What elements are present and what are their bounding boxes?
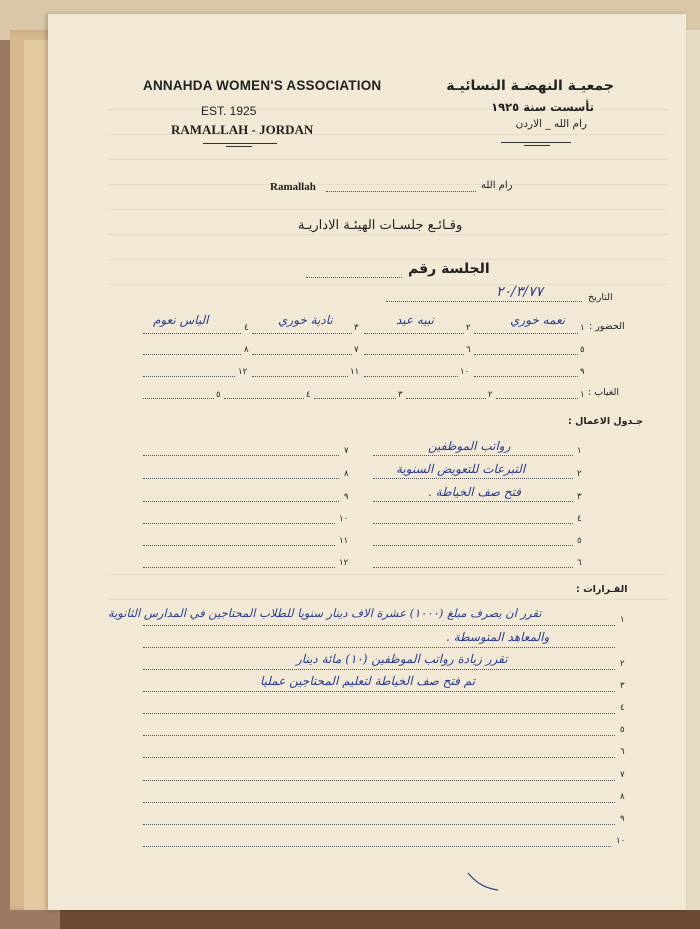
agenda-line [373, 545, 573, 546]
absence-line [314, 398, 396, 399]
absence-num: ٥ [216, 390, 221, 400]
attendance-line [252, 354, 352, 355]
agenda-line [143, 545, 335, 546]
date-line [386, 301, 582, 302]
attendance-num: ٨ [244, 345, 249, 355]
decision-line [143, 802, 615, 803]
agenda-line [373, 455, 573, 456]
agenda-line [373, 567, 573, 568]
agenda-item: فتح صف الخياطة . [428, 485, 521, 499]
attendance-num: ٦ [466, 345, 471, 355]
agenda-line [143, 478, 339, 479]
attendance-num: ٧ [354, 345, 359, 355]
decision-line [143, 669, 615, 670]
agenda-line [143, 501, 339, 502]
attendance-line [474, 376, 578, 377]
agenda-num: ٢ [577, 469, 582, 479]
absence-line [496, 398, 578, 399]
ornament-line-en [203, 143, 277, 144]
agenda-num: ٥ [577, 536, 582, 546]
decision-num: ٩ [620, 814, 625, 824]
absence-num: ٣ [398, 390, 403, 400]
absence-label: الغياب : [588, 387, 620, 398]
decision-line [143, 757, 615, 758]
decision-num: ٧ [620, 770, 625, 780]
decision-text: تقرر ان يصرف مبلغ (١٠٠٠) عشرة الاف دينار سنويا للطلاب المحتاجين في المدارس الثانوية [108, 606, 542, 620]
decisions-label: القـرارات : [576, 584, 628, 595]
decision-num: ٤ [620, 703, 625, 713]
attendance-num: ٢ [466, 323, 471, 333]
attendance-num: ١٢ [238, 367, 248, 377]
decision-text: تم فتح صف الخياطة لتعليم المحتاجين عمليا [260, 674, 476, 688]
agenda-line [373, 523, 573, 524]
date-label: التاريخ [588, 292, 613, 303]
absence-num: ٤ [306, 390, 311, 400]
decision-num: ١ [620, 615, 625, 625]
document-title: وقـائـع جلسـات الهيئـة الاداريـة [298, 218, 463, 233]
attendance-name: الياس نعوم [153, 313, 209, 327]
decision-line [143, 625, 615, 626]
agenda-line [373, 478, 573, 479]
ornament-line-ar-2 [524, 145, 550, 146]
attendance-line [252, 333, 352, 334]
agenda-line [143, 523, 335, 524]
agenda-num: ١١ [339, 536, 349, 546]
agenda-item: رواتب الموظفين [428, 439, 511, 453]
session-number-line [306, 277, 402, 278]
attendance-line [143, 333, 241, 334]
attendance-line [474, 354, 578, 355]
decision-line [143, 735, 615, 736]
agenda-num: ١٢ [339, 558, 349, 568]
attendance-num: ١ [580, 323, 585, 333]
agenda-num: ٦ [577, 558, 582, 568]
date-value: ٢٠/٣/٧٧ [496, 284, 544, 300]
attendance-line [364, 333, 464, 334]
decision-num: ١٠ [616, 836, 626, 846]
decision-line [143, 846, 611, 847]
attendance-line [143, 354, 241, 355]
agenda-line [373, 501, 573, 502]
attendance-line [143, 376, 235, 377]
absence-num: ٢ [488, 390, 493, 400]
agenda-num: ٧ [344, 446, 349, 456]
decision-line [143, 691, 615, 692]
attendance-name: نعمه خوري [510, 313, 566, 327]
decision-line [143, 713, 615, 714]
place-label-ar: رام الله [481, 180, 513, 191]
decision-text: تقرر زيادة رواتب الموظفين (١٠) مائة دينار [296, 652, 508, 666]
city-ar: رام الله _ الاردن [515, 118, 587, 130]
attendance-line [364, 376, 458, 377]
attendance-line [474, 333, 578, 334]
ornament-line-en-2 [226, 146, 252, 147]
agenda-num: ٩ [344, 492, 349, 502]
org-name-ar: جمعيـة النهضـة النسائيـة [446, 78, 614, 94]
attendance-label: الحضور : [589, 321, 625, 332]
session-label: الجلسة رقم [408, 261, 490, 277]
attendance-line [252, 376, 348, 377]
agenda-label: جـدول الاعمال : [568, 416, 644, 427]
agenda-num: ١ [577, 446, 582, 456]
decision-num: ٢ [620, 659, 625, 669]
decision-num: ٣ [620, 681, 625, 691]
decision-num: ٨ [620, 792, 625, 802]
decision-text: والمعاهد المتوسطة . [446, 630, 550, 644]
attendance-num: ٥ [580, 345, 585, 355]
agenda-num: ١٠ [339, 514, 349, 524]
next-page-edge [684, 30, 700, 910]
agenda-item: التبرعات للتعويض السنوية [396, 462, 526, 476]
document-page [48, 14, 686, 910]
attendance-num: ٣ [354, 323, 359, 333]
ornament-line-ar [501, 142, 571, 143]
decision-num: ٦ [620, 747, 625, 757]
absence-line [224, 398, 304, 399]
city-en: RAMALLAH - JORDAN [171, 122, 314, 137]
decision-num: ٥ [620, 725, 625, 735]
est-ar: تأسست سنة ١٩٢٥ [491, 100, 594, 114]
place-dotted-line [326, 191, 476, 192]
agenda-num: ٣ [577, 492, 582, 502]
attendance-line [364, 354, 464, 355]
attendance-num: ١١ [350, 367, 360, 377]
absence-line [406, 398, 486, 399]
absence-line [143, 398, 214, 399]
agenda-num: ٨ [344, 469, 349, 479]
decision-line [143, 647, 615, 648]
attendance-name: نبيه عيد [396, 313, 434, 327]
decision-line [143, 780, 615, 781]
agenda-num: ٤ [577, 514, 582, 524]
book-cover-edge [60, 910, 700, 929]
decision-line [143, 824, 615, 825]
agenda-line [143, 455, 339, 456]
agenda-line [143, 567, 335, 568]
org-name-en: ANNAHDA WOMEN'S ASSOCIATION [143, 78, 382, 93]
place-label-en: Ramallah [270, 181, 316, 193]
pen-mark [466, 870, 500, 892]
est-en: EST. 1925 [201, 104, 257, 118]
attendance-num: ١٠ [460, 367, 470, 377]
attendance-num: ٩ [580, 367, 585, 377]
absence-num: ١ [580, 390, 585, 400]
attendance-name: نادية خوري [278, 313, 333, 327]
attendance-num: ٤ [244, 323, 249, 333]
